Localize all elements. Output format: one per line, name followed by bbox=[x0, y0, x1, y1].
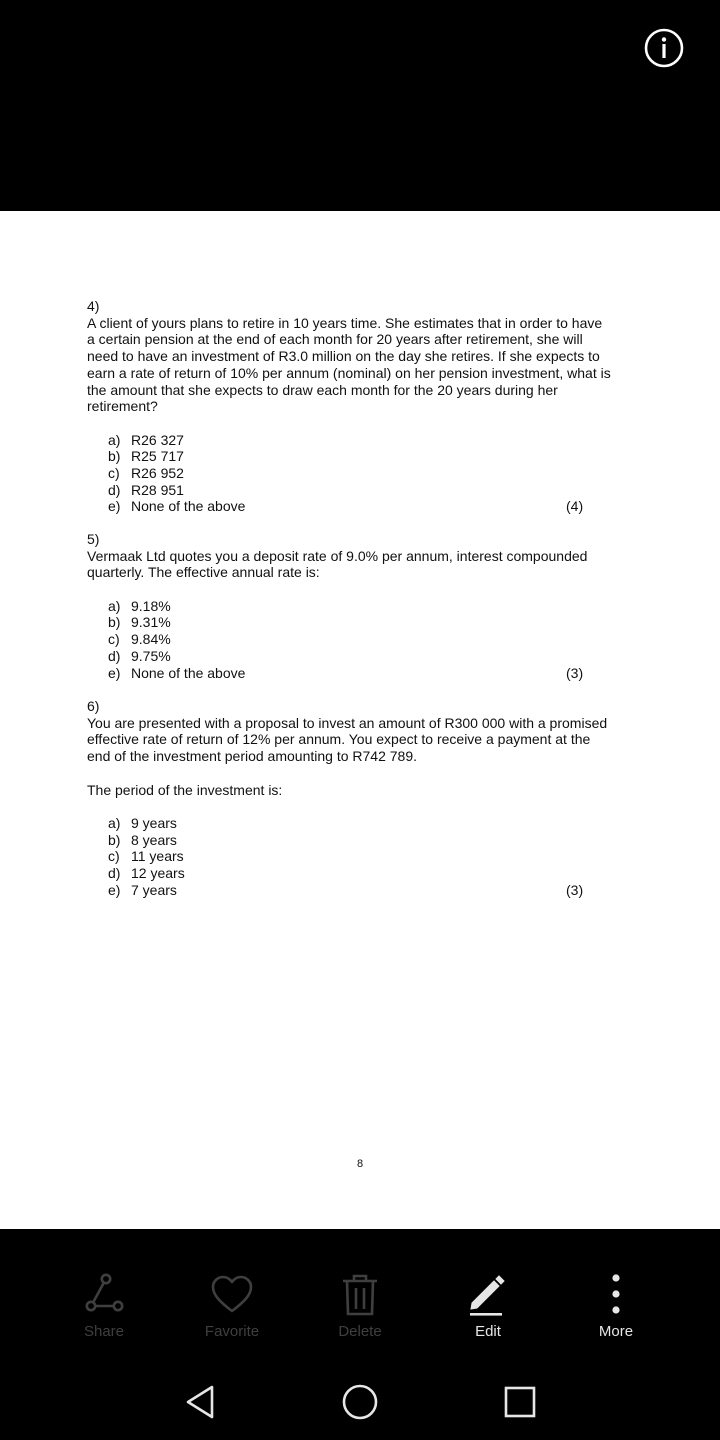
question-5 bbox=[87, 531, 632, 681]
edit-label: Edit bbox=[475, 1323, 501, 1340]
option-text: 9.75% bbox=[131, 647, 171, 664]
option-d bbox=[87, 482, 632, 499]
option-text: None of the above bbox=[131, 498, 246, 515]
option-b bbox=[87, 614, 632, 631]
question-marks: (3) bbox=[566, 881, 584, 898]
option-c bbox=[87, 848, 632, 865]
question-text-line: You are presented with a proposal to invest an amount of R300 000 with a promised bbox=[87, 714, 608, 731]
back-triangle-icon bbox=[180, 1382, 220, 1422]
option-c bbox=[87, 465, 632, 482]
question-text-line: need to have an investment of R3.0 million on the day she retires. If she expects to bbox=[87, 348, 600, 365]
question-marks: (3) bbox=[566, 664, 584, 681]
option-letter: d) bbox=[108, 864, 121, 881]
share-label: Share bbox=[83, 1323, 125, 1340]
option-e bbox=[87, 665, 632, 682]
question-text-line: A client of yours plans to retire in 10 years time. She estimates that in order to have bbox=[87, 314, 603, 331]
option-text: 9.18% bbox=[131, 597, 171, 614]
option-letter: c) bbox=[108, 848, 120, 865]
option-d bbox=[87, 648, 632, 665]
option-text: 9 years bbox=[131, 814, 177, 831]
share-button[interactable] bbox=[40, 1273, 168, 1340]
favorite-button[interactable] bbox=[168, 1273, 296, 1340]
question-4 bbox=[87, 298, 632, 515]
option-text: R25 717 bbox=[131, 448, 184, 465]
document-page bbox=[0, 211, 720, 1229]
option-a bbox=[87, 815, 632, 832]
pencil-icon bbox=[466, 1273, 510, 1317]
delete-label: Delete bbox=[338, 1323, 382, 1340]
option-letter: e) bbox=[108, 664, 121, 681]
recents-button[interactable] bbox=[500, 1382, 540, 1422]
recents-square-icon bbox=[500, 1382, 540, 1422]
question-text-line: a certain pension at the end of each month for 20 years after retirement, she will bbox=[87, 331, 583, 348]
question-text-line: earn a rate of return of 10% per annum (nominal) on her pension investment, what is bbox=[87, 364, 611, 381]
question-text-line: Vermaak Ltd quotes you a deposit rate of 9.0% per annum, interest compounded bbox=[87, 547, 588, 564]
option-letter: b) bbox=[108, 614, 121, 631]
delete-button[interactable] bbox=[296, 1273, 424, 1340]
option-text: 11 years bbox=[131, 848, 184, 865]
option-e bbox=[87, 498, 632, 515]
option-letter: d) bbox=[108, 481, 121, 498]
option-text: None of the above bbox=[131, 664, 246, 681]
option-letter: a) bbox=[108, 431, 121, 448]
question-marks: (4) bbox=[566, 498, 584, 515]
question-text-line: retirement? bbox=[87, 398, 158, 415]
option-letter: d) bbox=[108, 647, 121, 664]
option-text: R26 952 bbox=[131, 464, 184, 481]
option-letter: a) bbox=[108, 814, 121, 831]
option-b bbox=[87, 448, 632, 465]
option-text: 9.31% bbox=[131, 614, 171, 631]
option-c bbox=[87, 631, 632, 648]
option-text: 12 years bbox=[131, 864, 185, 881]
option-letter: b) bbox=[108, 831, 121, 848]
option-a bbox=[87, 598, 632, 615]
option-b bbox=[87, 832, 632, 849]
option-a bbox=[87, 432, 632, 449]
question-text-line: the amount that she expects to draw each month for the 20 years during her bbox=[87, 381, 558, 398]
option-text: 7 years bbox=[131, 881, 177, 898]
page-number: 8 bbox=[356, 1158, 364, 1170]
question-text-line: end of the investment period amounting to R742 789. bbox=[87, 748, 417, 765]
option-text: 9.84% bbox=[131, 631, 171, 648]
sub-question-text: The period of the investment is: bbox=[87, 781, 283, 798]
favorite-label: Favorite bbox=[204, 1323, 260, 1340]
system-navigation-bar bbox=[0, 1362, 720, 1440]
option-e bbox=[87, 882, 632, 899]
option-letter: e) bbox=[108, 498, 121, 515]
edit-button[interactable] bbox=[424, 1273, 552, 1340]
option-letter: a) bbox=[108, 597, 121, 614]
option-text: R28 951 bbox=[131, 481, 184, 498]
trash-icon bbox=[338, 1273, 382, 1317]
option-text: R26 327 bbox=[131, 431, 184, 448]
more-label: More bbox=[598, 1323, 634, 1340]
info-icon bbox=[644, 28, 684, 68]
question-text-line: quarterly. The effective annual rate is: bbox=[87, 564, 320, 581]
more-button[interactable] bbox=[552, 1273, 680, 1340]
option-d bbox=[87, 865, 632, 882]
top-bar bbox=[0, 0, 720, 211]
option-letter: c) bbox=[108, 631, 120, 648]
question-number: 6) bbox=[87, 698, 100, 714]
more-vertical-icon bbox=[594, 1273, 638, 1317]
home-button[interactable] bbox=[340, 1382, 380, 1422]
home-circle-icon bbox=[340, 1382, 380, 1422]
back-button[interactable] bbox=[180, 1382, 220, 1422]
question-number: 4) bbox=[87, 298, 100, 314]
info-button[interactable] bbox=[644, 28, 684, 68]
question-number: 5) bbox=[87, 531, 100, 547]
question-6 bbox=[87, 698, 632, 898]
option-text: 8 years bbox=[131, 831, 177, 848]
bottom-action-bar bbox=[0, 1229, 720, 1362]
option-letter: c) bbox=[108, 464, 120, 481]
question-text-line: effective rate of return of 12% per annum. You expect to receive a payment at the bbox=[87, 731, 591, 748]
option-letter: e) bbox=[108, 881, 121, 898]
share-icon bbox=[82, 1273, 126, 1317]
option-letter: b) bbox=[108, 448, 121, 465]
heart-icon bbox=[210, 1273, 254, 1317]
